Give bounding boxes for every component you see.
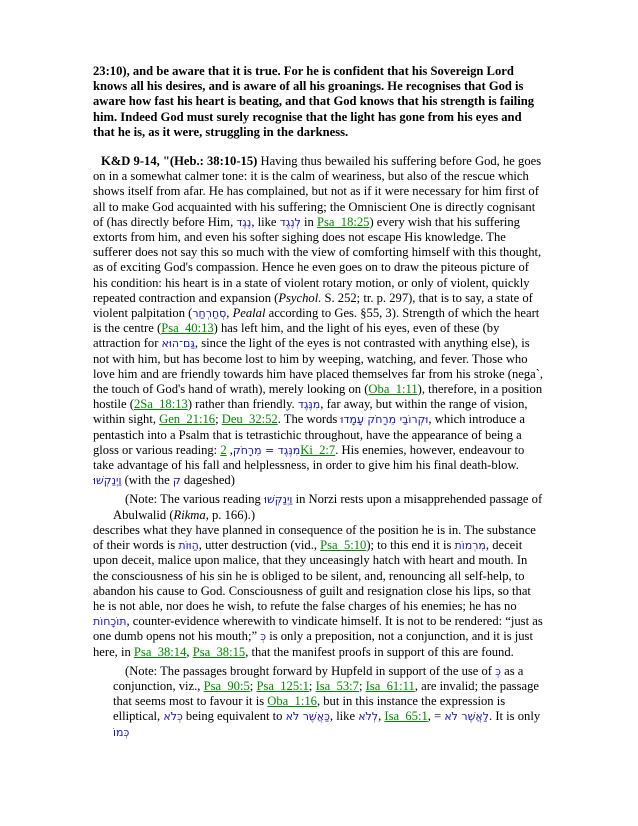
footnote: (Note: The various reading וַיְנַקְּשׁוּ in Norzi rests upon a misapprehended passage of Abulwalid (Rikma, p. 166).): [113, 492, 543, 522]
scripture-link[interactable]: Isa_53:7: [315, 678, 359, 693]
section-heading: K&D 9-14, "(Heb.: 38:10-15): [101, 154, 258, 169]
scripture-link[interactable]: Psa_38:15: [192, 644, 246, 659]
scripture-link[interactable]: 2Ki_2:7: [220, 442, 336, 457]
scripture-link[interactable]: Psa_125:1: [256, 678, 309, 693]
continuation-paragraph: describes what they have planned in consequence of the position he is in. The substance of their words is הַוּוֹת, utter destruction (vid., Psa_5:10); to this end it is מִרְמוֹת, deceit upon deceit, malice upon malice, that they unceasingly hatch with heart and mouth. In the consciousness of his sin he is obliged to be silent, and, renouncing all self-help, to abandon his cause to God. Consciousness of guilt and resignation close his lips, so that he is not able, nor does he wish, to refute the false charges of his enemies; he has no תּוֹכָחוֹת, counter-evidence wherewith to vindicate himself. It is not to be rendered: “just as one dumb opens not his mouth;” כְּ is only a preposition, not a conjunction, and it is just here, in Psa_38:14, Psa_38:15, that the manifest proofs in support of this are found.: [93, 522, 543, 659]
scripture-link[interactable]: 2Sa_18:13: [133, 397, 188, 412]
hebrew-text: גַּם־הוּא: [161, 337, 195, 351]
hebrew-text: כְּ: [495, 664, 501, 678]
scripture-link[interactable]: Isa_65:1: [384, 709, 428, 724]
hebrew-text: נֶגֶד: [236, 215, 252, 229]
italic-text: Psychol.: [278, 290, 322, 305]
hebrew-text: לַאֲשֶׁר לֹא: [444, 710, 490, 724]
scripture-link[interactable]: Oba_1:16: [267, 694, 317, 709]
commentary-paragraph: K&D 9-14, "(Heb.: 38:10-15) Having thus bewailed his suffering before God, he goes on in a somewhat calmer tone: it is the calm of weariness, but also of the rescue which shows itself from afar. He has complained, but not as if it were necessary for him first of all to make God acquainted with his suffering; the Omniscient One is directly cognisant of (has directly before Him, נֶגֶד, like לְנֶגֶד in Psa_18:25) every wish that his suffering extorts from him, and even his softer sighing does not escape His knowledge. The sufferer does not say this so much with the view of comforting himself with this thought, as of exciting God's compassion. Hence he even goes on to draw the piteous picture of his condition: his heart is in a state of violent rotary motion, or only of violent, quickly repeated contraction and expansion (Psychol. S. 252; tr. p. 297), that is to say, a state of violent palpitation (סְחַרְחַר, Pealal according to Ges. §55, 3). Strength of which the heart is the centre (Psa_40:13) has left him, and the light of his eyes, even of these (by attraction for גַּם־הוּא, since the light of the eyes is not contrasted with anything else), is not with him, but has become lost to him by weeping, watching, and fever. Those who love him and are friendly towards him have placed themselves far from his stroke (nega`, the touch of God's hand of wrath), merely looking on (Oba_1:11), therefore, in a position hostile (2Sa_18:13) rather than friendly. מִנֶּגֶד, far away, but within the range of vision, within sight, Gen_21:16; Deu_32:52. The words וּקְרוֹבַי מֵרָחֹק עָמָדוּ, which introduce a pentastich into a Psalm that is tetrastichic throughout, have the appearance of being a gloss or various reading: מִנֶּגֶד = מֵרָחֹק, 2Ki_2:7. His enemies, however, endeavour to take advantage of his fall and helplessness, in order to give him his final death-blow. וַיְנַקְשׁוּ (with the ק dageshed): [93, 154, 544, 488]
hebrew-text: לְלֹא: [358, 710, 379, 724]
hebrew-text: לְנֶגֶד: [279, 215, 301, 229]
hebrew-text: מִנֶּגֶד: [297, 398, 321, 412]
hebrew-text: וּקְרוֹבַי מֵרָחֹק עָמָדוּ: [340, 413, 429, 427]
hebrew-text: כַּאֲשֶׁר לֹא: [285, 710, 330, 724]
scripture-link[interactable]: Psa_40:13: [161, 321, 214, 336]
hebrew-text: ק: [172, 474, 181, 488]
italic-text: Rikma: [173, 507, 206, 522]
hebrew-text: סְחַרְחַר: [192, 307, 227, 321]
italic-text: Pealal: [232, 306, 266, 321]
hebrew-text: מִנֶּגֶד = מֵרָחֹק: [232, 443, 301, 457]
scripture-link[interactable]: Psa_38:14: [133, 644, 187, 659]
hebrew-text: תּוֹכָחוֹת: [93, 615, 127, 629]
scripture-link[interactable]: Oba_1:11: [368, 382, 418, 397]
hebrew-text: הַוּוֹת: [178, 539, 199, 553]
hebrew-text: כְּלֹא: [163, 710, 183, 724]
hebrew-text: וַיְנַקְשׁוּ: [93, 474, 122, 488]
hebrew-text: כְּמוֹ: [113, 725, 130, 739]
scripture-link[interactable]: Psa_18:25: [316, 214, 370, 229]
intro-paragraph: 23:10), and be aware that it is true. For he is confident that his Sovereign Lord knows all his desires, and is aware of all his groanings. He recognises that God is aware how fast his heart is beating, and that God knows that his strength is failing him. Indeed God must surely recognise that the light has gone from his eyes and that he is, as it were, struggling in the darkness.: [93, 64, 535, 139]
scripture-link[interactable]: Psa_5:10: [320, 538, 367, 553]
hebrew-text: מִרְמוֹת: [454, 539, 486, 553]
scripture-link[interactable]: Isa_61:11: [365, 678, 415, 693]
scripture-link[interactable]: Deu_32:52: [221, 412, 278, 427]
scripture-link[interactable]: Psa_90:5: [203, 678, 250, 693]
hebrew-text: וַיְנַקְּשׁוּ: [263, 493, 293, 507]
document-page: [93, 64, 545, 740]
footnote: (Note: The passages brought forward by Hupfeld in support of the use of כְּ as a conjunction, viz., Psa_90:5; Psa_125:1; Isa_53:7; Isa_61:11, are invalid; the passage that seems most to favour it is Oba_1:16, but in this instance the expression is elliptical, כְּלֹא being equivalent to כַּאֲשֶׁר לֹא, like לְלֹא, Isa_65:1, = לַאֲשֶׁר לֹא. It is only כְּמוֹ: [113, 663, 541, 739]
scripture-link[interactable]: Gen_21:16: [159, 412, 216, 427]
hebrew-text: כְּ: [260, 630, 267, 644]
